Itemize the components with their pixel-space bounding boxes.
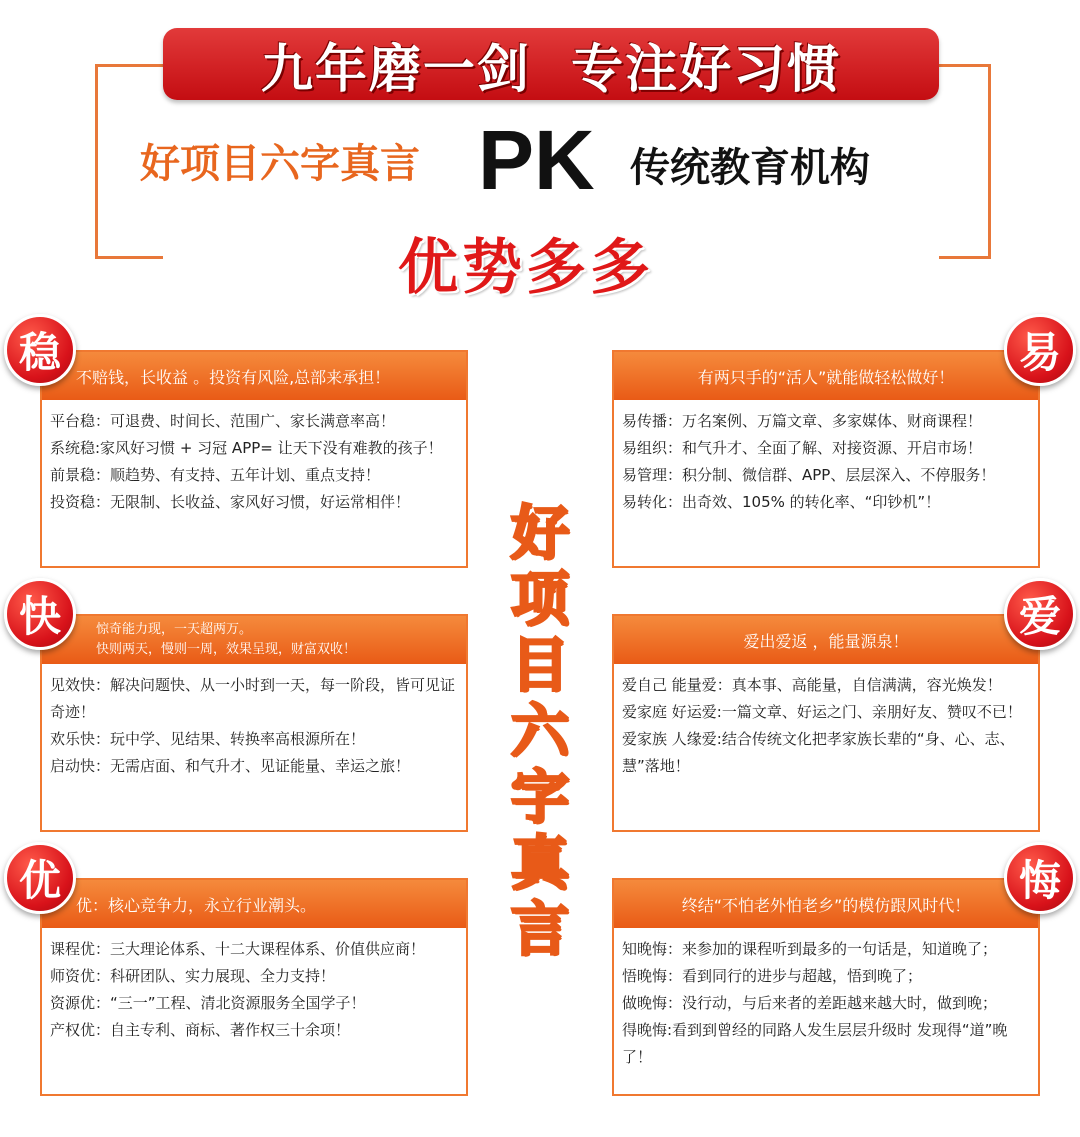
list-item: 爱自己 能量爱：真本事、高能量，自信满满，容光焕发！ xyxy=(622,676,1002,694)
panel-body xyxy=(614,664,1038,788)
panel-header xyxy=(614,616,1038,664)
panel-header xyxy=(42,616,466,664)
vertical-char: 目 xyxy=(510,631,569,699)
panel-header xyxy=(42,352,466,400)
list-item: 知晚悔：来参加的课程听到最多的一句话是，知道晚了； xyxy=(622,940,998,958)
vertical-char: 好 xyxy=(510,499,569,567)
panel-header xyxy=(42,880,466,928)
panel-wen xyxy=(40,350,468,568)
list-item: 系统稳:家风好习惯 + 习冠 APP= 让天下没有难教的孩子！ xyxy=(50,439,443,457)
vertical-char: 真 xyxy=(510,829,569,897)
panel-body xyxy=(42,664,466,788)
list-item: 投资稳：无限制、长收益、家风好习惯，好运常相伴！ xyxy=(50,493,411,511)
list-item: 资源优：“三一”工程、清北资源服务全国学子！ xyxy=(50,994,366,1012)
list-item: 启动快：无需店面、和气升才、见证能量、幸运之旅！ xyxy=(50,757,411,775)
list-item: 悟晚悔：看到同行的进步与超越，悟到晚了； xyxy=(622,967,923,985)
list-item: 得晚悔:看到到曾经的同路人发生层层升级时 发现得“道”晚了！ xyxy=(622,1021,1008,1066)
center-vertical-text xyxy=(505,500,575,962)
panel-body xyxy=(614,400,1038,524)
list-item: 前景稳：顺趋势、有支持、五年计划、重点支持！ xyxy=(50,466,381,484)
vertical-char: 项 xyxy=(510,565,569,633)
list-item: 爱家族 人缘爱:结合传统文化把孝家族长辈的“身、心、志、慧”落地！ xyxy=(622,730,1015,775)
panel-header-text: 优：核心竞争力，永立行业潮头。 xyxy=(76,895,317,915)
panel-kuai xyxy=(40,614,468,832)
badge-kuai: 快 xyxy=(4,578,76,650)
vertical-char: 六 xyxy=(510,697,569,765)
panel-body xyxy=(614,928,1038,1079)
vertical-char: 字 xyxy=(510,763,569,831)
panel-hui xyxy=(612,878,1040,1096)
list-item: 爱家庭 好运爱:一篇文章、好运之门、亲朋好友、赞叹不已！ xyxy=(622,703,1022,721)
list-item: 师资优：科研团队、实力展现、全力支持！ xyxy=(50,967,336,985)
list-item: 易管理：积分制、微信群、APP、层层深入、不停服务！ xyxy=(622,466,996,484)
panel-header-text: 有两只手的“活人”就能做轻松做好！ xyxy=(697,367,955,387)
panel-header-text: 终结“不怕老外怕老乡”的模仿跟风时代！ xyxy=(681,895,971,915)
list-item: 做晚悔：没行动，与后来者的差距越来越大时，做到晚； xyxy=(622,994,998,1012)
panel-yi xyxy=(612,350,1040,568)
panel-header-text: 惊奇能力现，一天超两万。 xyxy=(96,622,253,637)
panel-header xyxy=(614,352,1038,400)
panel-body xyxy=(42,400,466,524)
list-item: 平台稳：可退费、时间长、范围广、家长满意率高！ xyxy=(50,412,396,430)
traditional-education-label: 传统教育机构 xyxy=(630,145,870,191)
badge-wen: 稳 xyxy=(4,314,76,386)
advantage-heading: 优势多多 xyxy=(398,233,654,303)
panel-you xyxy=(40,878,468,1096)
header-frame-right xyxy=(939,64,991,259)
panel-ai xyxy=(612,614,1040,832)
badge-hui: 悔 xyxy=(1004,842,1076,914)
page-title: 九年磨一剑 专注好习惯 xyxy=(260,39,842,100)
six-word-mantra-label: 好项目六字真言 xyxy=(140,141,420,187)
panel-header xyxy=(614,880,1038,928)
list-item: 易传播：万名案例、万篇文章、多家媒体、财商课程！ xyxy=(622,412,983,430)
list-item: 欢乐快：玩中学、见结果、转换率高根源所在！ xyxy=(50,730,366,748)
badge-you: 优 xyxy=(4,842,76,914)
title-banner xyxy=(163,28,939,100)
list-item: 课程优：三大理论体系、十二大课程体系、价值供应商！ xyxy=(50,940,426,958)
panel-header-text: 快则两天，慢则一周，效果呈现，财富双收！ xyxy=(96,642,357,657)
badge-yi: 易 xyxy=(1004,314,1076,386)
list-item: 易组织：和气升才、全面了解、对接资源、开启市场！ xyxy=(622,439,983,457)
list-item: 产权优：自主专利、商标、著作权三十余项！ xyxy=(50,1021,351,1039)
panel-header-text: 不赔钱，长收益 。投资有风险,总部来承担！ xyxy=(76,367,391,387)
vertical-char: 言 xyxy=(510,895,569,963)
panel-body xyxy=(42,928,466,1052)
badge-ai: 爱 xyxy=(1004,578,1076,650)
panel-header-text: 爱出爱返 ，能量源泉！ xyxy=(743,631,909,651)
pk-label: PK xyxy=(478,113,595,207)
list-item: 见效快：解决问题快、从一小时到一天，每一阶段，皆可见证奇迹！ xyxy=(50,676,456,721)
list-item: 易转化：出奇效、105% 的转化率、“印钞机”！ xyxy=(622,493,941,511)
